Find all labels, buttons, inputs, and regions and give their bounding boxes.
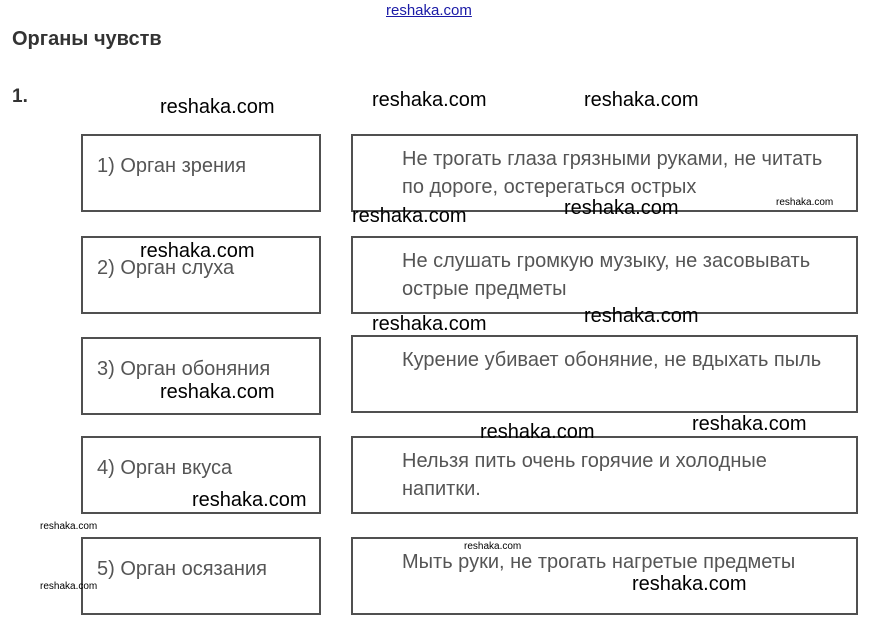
advice-text: Нельзя пить очень горячие и холодные напитки. — [402, 450, 767, 500]
advice-text: Курение убивает обоняние, не вдыхать пыль — [402, 349, 822, 371]
page-title: Органы чувств — [12, 28, 162, 50]
advice-box-2 — [351, 236, 858, 314]
watermark: reshaka.com — [352, 205, 467, 227]
watermark: reshaka.com — [692, 413, 807, 435]
watermark: reshaka.com — [584, 89, 699, 111]
advice-box-4 — [351, 436, 858, 514]
advice-text: Не трогать глаза грязными руками, не читать по дороге, остерегаться острых — [402, 148, 823, 198]
watermark: reshaka.com — [564, 197, 679, 219]
watermark: reshaka.com — [40, 521, 98, 532]
watermark: reshaka.com — [192, 489, 307, 511]
advice-box-5 — [351, 537, 858, 615]
site-link[interactable]: reshaka.com — [386, 2, 472, 19]
organ-label: 5) Орган осязания — [97, 558, 267, 580]
watermark: reshaka.com — [372, 313, 487, 335]
organ-label: 3) Орган обоняния — [97, 358, 271, 380]
organ-label: 4) Орган вкуса — [97, 457, 233, 479]
organ-label: 1) Орган зрения — [97, 155, 247, 177]
organ-box-5 — [81, 537, 321, 615]
watermark: reshaka.com — [632, 573, 747, 595]
watermark: reshaka.com — [464, 541, 522, 552]
watermark: reshaka.com — [40, 581, 98, 592]
organ-label: 2) Орган слуха — [97, 257, 235, 279]
organ-box-1 — [81, 134, 321, 212]
watermark: reshaka.com — [140, 240, 255, 262]
watermark: reshaka.com — [160, 381, 275, 403]
watermark: reshaka.com — [160, 96, 275, 118]
advice-text: Не слушать громкую музыку, не засовывать острые предметы — [402, 250, 811, 300]
watermark: reshaka.com — [584, 305, 699, 327]
advice-text: Мыть руки, не трогать нагретые предметы — [402, 551, 796, 573]
watermark: reshaka.com — [776, 197, 834, 208]
advice-box-3 — [351, 335, 858, 413]
watermark: reshaka.com — [480, 421, 595, 443]
watermark: reshaka.com — [372, 89, 487, 111]
task-number: 1. — [12, 86, 28, 107]
